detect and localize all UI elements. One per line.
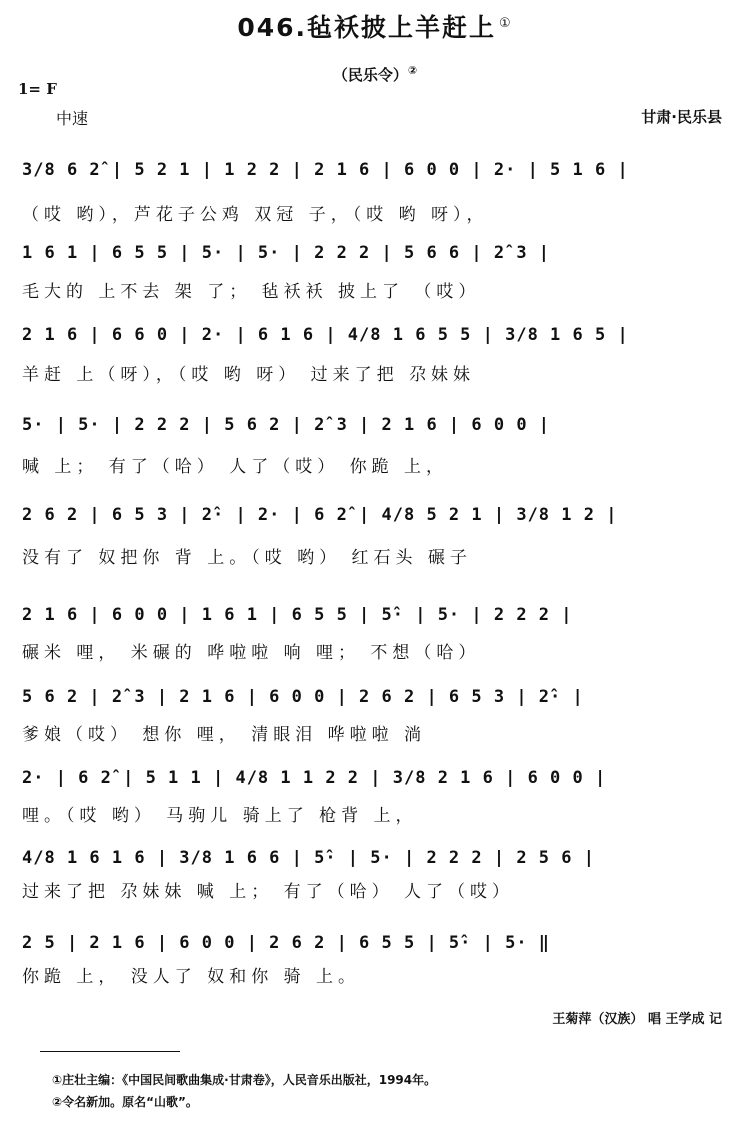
song-subtitle: [0, 64, 750, 85]
notation-line: 4/8 1 6 1 6 | 3/8 1 6 6 | 5̂· | 5· | 2 2 2 | 2 5 6 |: [22, 848, 595, 868]
notation-line: 2 6 2 | 6 5 3 | 2̂· | 2· | 6 2̂ | 4/8 5 2 1 | 3/8 1 2 |: [22, 505, 618, 525]
footnote: ①庄壮主编：《中国民间歌曲集成·甘肃卷》，人民音乐出版社，1994年。: [52, 1073, 437, 1087]
key-signature: 1= F: [18, 80, 57, 98]
lyrics-line: 过来了把 尕妹妹 喊 上； 有了（哈） 人了（哎）: [22, 882, 515, 902]
notation-line: 3/8 6 2̂ | 5 2 1 | 1 2 2 | 2 1 6 | 6 0 0 | 2· | 5 1 6 |: [22, 160, 629, 180]
lyrics-line: 喊 上； 有了（哈） 人了（哎） 你跪 上，: [22, 457, 449, 477]
tempo-marking: 中速: [56, 109, 89, 128]
subtitle-footnote-mark: ②: [407, 64, 418, 77]
notation-line: 2· | 6 2̂ | 5 1 1 | 4/8 1 1 2 2 | 3/8 2 1 6 | 6 0 0 |: [22, 768, 607, 788]
lyrics-line: （哎 哟），芦花子公鸡 双冠 子，（哎 哟 呀），: [22, 205, 489, 225]
notation-line: 2 5 | 2 1 6 | 6 0 0 | 2 6 2 | 6 5 5 | 5̂· | 5· ‖: [22, 933, 551, 953]
lyrics-line: 爹娘（哎） 想你 哩， 清眼泪 哗啦啦 淌: [22, 725, 427, 745]
lyrics-line: 你跪 上， 没人了 奴和你 骑 上。: [22, 967, 361, 987]
lyrics-line: 没有了 奴把你 背 上。（哎 哟） 红石头 碾子: [22, 548, 472, 568]
lyrics-line: 哩。（哎 哟） 马驹儿 骑上了 枪背 上，: [22, 806, 418, 826]
footnote: ②令名新加。原名“山歌”。: [52, 1095, 198, 1109]
region-label: 甘肃·民乐县: [641, 108, 722, 126]
lyrics-line: 碾米 哩， 米碾的 哗啦啦 响 哩； 不想（哈）: [22, 643, 481, 663]
notation-line: 5 6 2 | 2̂ 3 | 2 1 6 | 6 0 0 | 2 6 2 | 6 5 3 | 2̂· |: [22, 687, 584, 707]
footnote-divider: [40, 1051, 180, 1052]
notation-line: 1 6 1 | 6 5 5 | 5· | 5· | 2 2 2 | 5 6 6 | 2̂ 3 |: [22, 243, 551, 263]
notation-line: 2 1 6 | 6 6 0 | 2· | 6 1 6 | 4/8 1 6 5 5 | 3/8 1 6 5 |: [22, 325, 629, 345]
lyrics-line: 羊赶 上（呀），（哎 哟 呀） 过来了把 尕妹妹: [22, 365, 476, 385]
title-text: 046.毡袄披上羊赶上: [237, 13, 497, 42]
notation-line: 5· | 5· | 2 2 2 | 5 6 2 | 2̂ 3 | 2 1 6 | 6 0 0 |: [22, 415, 551, 435]
lyrics-line: 毛大的 上不去 架 了； 毡袄袄 披上了 （哎）: [22, 282, 481, 302]
song-title: [0, 8, 750, 44]
performer-credit: 王菊萍（汉族） 唱 王学成 记: [552, 1012, 722, 1027]
notation-line: 2 1 6 | 6 0 0 | 1 6 1 | 6 5 5 | 5̂· | 5· | 2 2 2 |: [22, 605, 573, 625]
title-footnote-mark: ①: [499, 15, 513, 31]
subtitle-text: （民乐令）: [332, 66, 408, 84]
